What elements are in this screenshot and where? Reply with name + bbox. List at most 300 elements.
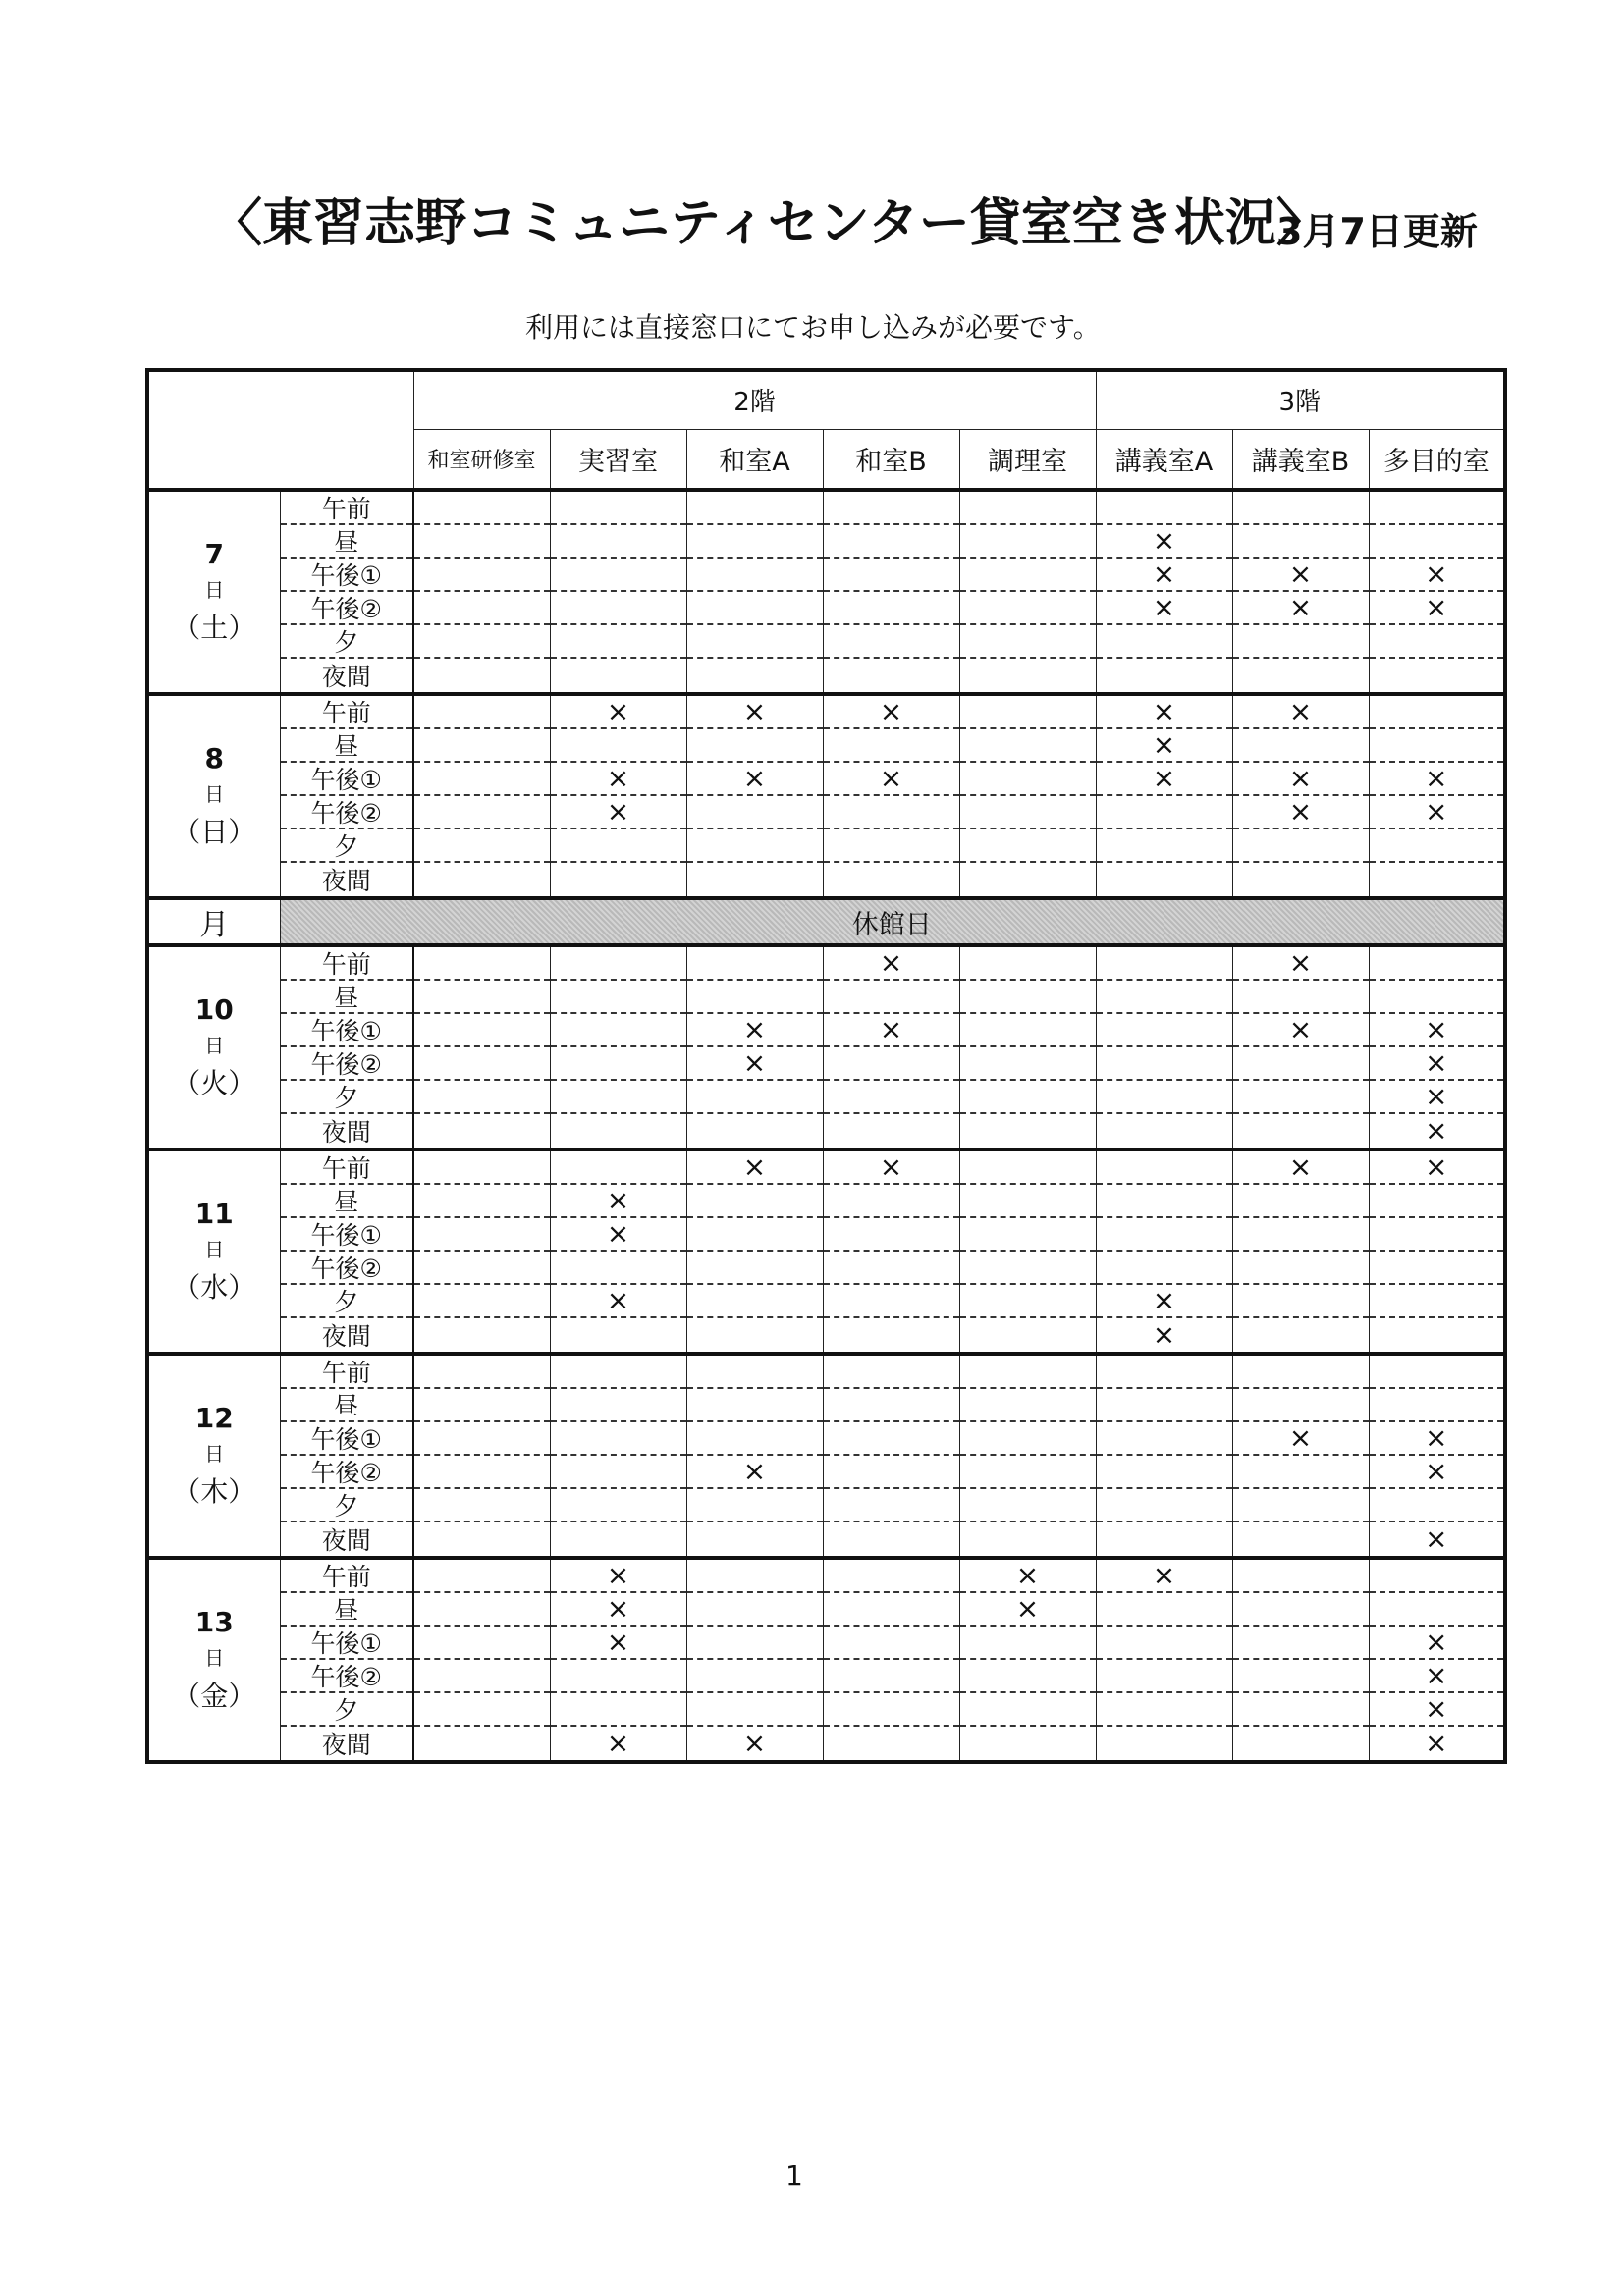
slot-subcell [551,1627,686,1660]
booked-mark: × [1288,591,1313,623]
slot-subcell [687,1081,823,1114]
slot-subcell [1097,659,1232,692]
slot-subcell [1233,592,1369,625]
slot-subcell [1233,1014,1369,1047]
slot-subcell [960,1560,1096,1593]
slot-subcell [824,625,959,659]
updated-date: 3月7日更新 [1276,210,1478,253]
slot-subcell [414,829,550,863]
slot-subcell [1233,1693,1369,1727]
slot-subcell [960,1456,1096,1489]
slot-subcell [960,1014,1096,1047]
slot-subcell [960,729,1096,763]
slot-subcell [960,1114,1096,1148]
slot-subcell [551,659,686,692]
floor-header: 2階 [413,370,1096,429]
slot-subcell [1097,729,1232,763]
day-num: 13 [194,1606,234,1638]
slot-subcell [1370,1185,1504,1218]
slot-subcell [1370,1727,1504,1760]
slot-subcell [687,1356,823,1389]
room-header: 和室B [823,429,959,490]
booked-mark: × [606,1592,630,1625]
slot-subcell [1370,1081,1504,1114]
slot-subcell [960,1727,1096,1760]
usage-notice: 利用には直接窓口にてお申し込みが必要です。 [525,311,1101,344]
slot-subcell [414,1456,550,1489]
slot-subcell [1233,1593,1369,1627]
availability-cell [959,1354,1096,1558]
booked-mark: × [606,795,630,828]
day-row [147,1149,1505,1354]
slot-subcell [551,625,686,659]
slot-subcell [414,625,550,659]
booked-mark: × [1152,591,1176,623]
slot-subcell [1097,1389,1232,1422]
booked-mark: × [1015,1592,1040,1625]
availability-cell [1096,945,1232,1149]
slot-subcell [1097,1727,1232,1760]
slot-subcell [1233,1522,1369,1556]
slot-subcell [414,1356,550,1389]
slot-subcell [1370,763,1504,796]
day-row [147,945,1505,1149]
booked-mark: × [1288,1421,1313,1454]
slot-label: 午前 [281,492,413,525]
availability-cell [1096,694,1232,898]
slot-subcell [824,525,959,559]
slot-subcell [687,1252,823,1285]
slot-subcell [414,1318,550,1352]
slot-subcell [1233,1660,1369,1693]
slot-label: 午後① [281,1627,413,1660]
slot-label: 午後② [281,1660,413,1693]
slot-subcell [960,1356,1096,1389]
slot-subcell [687,1627,823,1660]
slot-subcell [1370,1014,1504,1047]
booked-mark: × [1288,1013,1313,1045]
slot-subcell [1097,1456,1232,1489]
slot-labels-cell [280,694,413,898]
booked-mark: × [1288,695,1313,727]
booked-mark: × [606,1217,630,1250]
slot-subcell [824,696,959,729]
slot-label: 午後② [281,592,413,625]
slot-subcell [551,696,686,729]
availability-cell [823,1354,959,1558]
booked-mark: × [606,1559,630,1591]
booked-mark: × [1288,558,1313,590]
slot-subcell [687,1422,823,1456]
slot-subcell [1370,696,1504,729]
booked-mark: × [742,762,767,794]
slot-subcell [1097,1318,1232,1352]
slot-subcell [414,592,550,625]
slot-subcell [824,829,959,863]
slot-subcell [1370,625,1504,659]
slot-subcell [1233,1356,1369,1389]
slot-label: 昼 [281,981,413,1014]
day-row [147,1354,1505,1558]
slot-subcell [551,1114,686,1148]
slot-labels-cell [280,1558,413,1762]
day-ri: 日 [204,1238,225,1261]
slot-subcell [1370,1151,1504,1185]
availability-cell [1232,1149,1369,1354]
slot-subcell [960,1627,1096,1660]
slot-subcell [551,763,686,796]
slot-subcell [960,1693,1096,1727]
slot-subcell [1233,525,1369,559]
availability-cell [550,945,686,1149]
availability-cell [1232,1354,1369,1558]
slot-subcell [1370,796,1504,829]
slot-subcell [687,696,823,729]
slot-subcell [414,1285,550,1318]
slot-subcell [960,559,1096,592]
slot-subcell [960,1218,1096,1252]
booked-mark: × [1152,524,1176,557]
slot-subcell [551,1185,686,1218]
room-header: 実習室 [550,429,686,490]
booked-mark: × [1425,1727,1448,1759]
slot-subcell [1097,829,1232,863]
booked-mark: × [606,1727,630,1759]
slot-subcell [414,1218,550,1252]
slot-subcell [824,1356,959,1389]
slot-subcell [1370,829,1504,863]
slot-subcell [1097,1593,1232,1627]
slot-subcell [1370,1489,1504,1522]
day-wd: （水） [173,1271,256,1304]
slot-subcell [1097,1356,1232,1389]
slot-subcell [1370,1560,1504,1593]
slot-subcell [414,1114,550,1148]
slot-subcell [687,659,823,692]
slot-subcell [1233,981,1369,1014]
slot-subcell [687,1522,823,1556]
availability-cell [823,490,959,694]
slot-label: 昼 [281,729,413,763]
availability-cell [1232,945,1369,1149]
slot-subcell [960,1047,1096,1081]
availability-cell [686,490,823,694]
slot-subcell [551,1318,686,1352]
slot-subcell [414,763,550,796]
slot-subcell [824,1014,959,1047]
booked-mark: × [1152,1318,1176,1351]
slot-subcell [551,1252,686,1285]
slot-subcell [551,729,686,763]
slot-subcell [551,1014,686,1047]
slot-subcell [1233,947,1369,981]
slot-subcell [960,492,1096,525]
slot-subcell [1370,1522,1504,1556]
booked-mark: × [879,946,903,979]
slot-subcell [1097,1693,1232,1727]
booked-mark: × [606,1626,630,1658]
availability-cell [1369,945,1505,1149]
slot-subcell [1370,1218,1504,1252]
slot-subcell [1233,863,1369,896]
availability-cell [1369,1558,1505,1762]
slot-subcell [1370,1047,1504,1081]
slot-subcell [824,1114,959,1148]
availability-cell [550,1558,686,1762]
availability-cell [1096,1149,1232,1354]
slot-subcell [414,1660,550,1693]
slot-subcell [551,796,686,829]
availability-cell [686,1354,823,1558]
page-number: 1 [785,2160,803,2192]
slot-subcell [551,1693,686,1727]
slot-subcell [687,829,823,863]
slot-subcell [414,947,550,981]
slot-subcell [1097,525,1232,559]
slot-label: 午後① [281,1014,413,1047]
availability-cell [413,694,550,898]
slot-subcell [414,492,550,525]
slot-subcell [551,1285,686,1318]
slot-subcell [551,981,686,1014]
slot-subcell [824,947,959,981]
slot-subcell [414,1693,550,1727]
slot-subcell [824,1456,959,1489]
slot-labels-cell [280,1354,413,1558]
slot-label: 午後② [281,1047,413,1081]
slot-subcell [1233,1114,1369,1148]
corner-cell [147,370,413,490]
availability-cell [1369,1354,1505,1558]
slot-label: 午前 [281,1356,413,1389]
booked-mark: × [1425,1421,1448,1454]
slot-subcell [1370,1356,1504,1389]
availability-cell [959,945,1096,1149]
closed-day-band: 休館日 [280,898,1505,945]
slot-subcell [414,1593,550,1627]
slot-subcell [1370,1285,1504,1318]
slot-label: 午前 [281,947,413,981]
day-ri: 日 [204,1646,225,1670]
day-wd: （火） [173,1067,256,1099]
slot-subcell [687,1489,823,1522]
slot-subcell [1370,1422,1504,1456]
availability-cell [686,1149,823,1354]
slot-subcell [551,1727,686,1760]
slot-subcell [414,1727,550,1760]
slot-subcell [824,796,959,829]
slot-subcell [1233,696,1369,729]
slot-subcell [1097,1014,1232,1047]
slot-subcell [687,947,823,981]
booked-mark: × [1152,728,1176,761]
booked-mark: × [1152,695,1176,727]
slot-subcell [1233,1151,1369,1185]
availability-cell [686,945,823,1149]
booked-mark: × [606,695,630,727]
booked-mark: × [1425,1692,1448,1725]
slot-subcell [824,763,959,796]
day-wd: （土） [173,612,256,644]
slot-subcell [960,592,1096,625]
slot-subcell [1370,1389,1504,1422]
slot-subcell [824,1693,959,1727]
booked-mark: × [1288,795,1313,828]
slot-subcell [1233,1627,1369,1660]
booked-mark: × [1288,946,1313,979]
day-num: 8 [204,742,224,774]
schedule-body [147,490,1505,1762]
day-wd: （木） [173,1475,256,1508]
slot-subcell [1233,625,1369,659]
availability-cell [959,490,1096,694]
slot-subcell [551,1151,686,1185]
slot-subcell [551,1356,686,1389]
availability-cell [1369,1149,1505,1354]
slot-subcell [1233,1389,1369,1422]
slot-subcell [1233,1456,1369,1489]
slot-subcell [687,1593,823,1627]
slot-subcell [824,1593,959,1627]
slot-subcell [551,1489,686,1522]
slot-subcell [687,559,823,592]
room-header: 和室研修室 [413,429,550,490]
slot-subcell [824,1218,959,1252]
availability-cell [550,490,686,694]
availability-cell [1232,1558,1369,1762]
slot-subcell [1370,729,1504,763]
day-num: 7 [204,538,224,570]
slot-subcell [824,1389,959,1422]
slot-subcell [1233,1081,1369,1114]
slot-subcell [1233,729,1369,763]
availability-cell [1232,694,1369,898]
slot-subcell [414,525,550,559]
availability-cell [413,1558,550,1762]
slot-subcell [1097,1185,1232,1218]
day-ri: 日 [204,1442,225,1466]
slot-subcell [824,1660,959,1693]
slot-subcell [1370,1693,1504,1727]
slot-label: 夕 [281,1693,413,1727]
slot-subcell [1097,1627,1232,1660]
booked-mark: × [1288,762,1313,794]
slot-label: 昼 [281,1389,413,1422]
availability-cell [1096,1558,1232,1762]
slot-subcell [1233,1252,1369,1285]
slot-subcell [551,592,686,625]
slot-subcell [824,1522,959,1556]
day-label-cell [147,1149,280,1354]
slot-subcell [687,525,823,559]
slot-subcell [960,1422,1096,1456]
booked-mark: × [1152,1284,1176,1316]
slot-subcell [414,1422,550,1456]
day-row [147,1558,1505,1762]
slot-label: 午前 [281,1151,413,1185]
slot-label: 午後① [281,763,413,796]
slot-subcell [824,1489,959,1522]
slot-subcell [687,625,823,659]
slot-subcell [687,863,823,896]
slot-subcell [1233,1185,1369,1218]
slot-subcell [687,763,823,796]
slot-label: 昼 [281,1593,413,1627]
slot-subcell [1370,1593,1504,1627]
slot-subcell [1097,592,1232,625]
availability-cell [1232,490,1369,694]
booked-mark: × [742,695,767,727]
booked-mark: × [1425,762,1448,794]
slot-subcell [1370,592,1504,625]
availability-cell [686,1558,823,1762]
availability-cell [1369,694,1505,898]
slot-subcell [551,525,686,559]
slot-subcell [687,592,823,625]
slot-subcell [824,863,959,896]
slot-subcell [824,1318,959,1352]
booked-mark: × [1015,1559,1040,1591]
slot-subcell [687,1014,823,1047]
slot-subcell [1097,1047,1232,1081]
slot-subcell [551,1456,686,1489]
slot-subcell [687,1318,823,1352]
slot-subcell [824,1081,959,1114]
slot-label: 夜間 [321,663,371,691]
slot-subcell [824,1422,959,1456]
slot-subcell [1097,559,1232,592]
slot-subcell [1370,659,1504,692]
slot-subcell [414,696,550,729]
slot-subcell [551,829,686,863]
slot-subcell [551,1522,686,1556]
slot-subcell [824,1560,959,1593]
slot-subcell [960,1252,1096,1285]
slot-label: 午後② [281,796,413,829]
slot-subcell [1233,1560,1369,1593]
slot-subcell [1233,796,1369,829]
slot-subcell [1233,763,1369,796]
availability-cell [550,694,686,898]
slot-label: 午後① [281,559,413,592]
booked-mark: × [1288,1150,1313,1183]
slot-subcell [1233,1727,1369,1760]
room-header: 多目的室 [1369,429,1505,490]
slot-subcell [824,1627,959,1660]
slot-subcell [1097,1522,1232,1556]
booked-mark: × [1425,1046,1448,1079]
slot-subcell [687,1456,823,1489]
slot-subcell [1097,1560,1232,1593]
availability-cell [1096,1354,1232,1558]
booked-mark: × [1425,1150,1448,1183]
slot-subcell [1370,1660,1504,1693]
slot-subcell [1370,1114,1504,1148]
availability-cell [1369,490,1505,694]
slot-subcell [824,1727,959,1760]
slot-subcell [960,1660,1096,1693]
slot-subcell [1370,863,1504,896]
slot-subcell [1370,1252,1504,1285]
slot-subcell [414,1627,550,1660]
slot-subcell [960,1151,1096,1185]
booked-mark: × [1425,1080,1448,1112]
slot-subcell [1233,1422,1369,1456]
availability-cell [413,945,550,1149]
slot-subcell [960,981,1096,1014]
slot-label: 夕 [281,829,413,863]
slot-subcell [1370,559,1504,592]
